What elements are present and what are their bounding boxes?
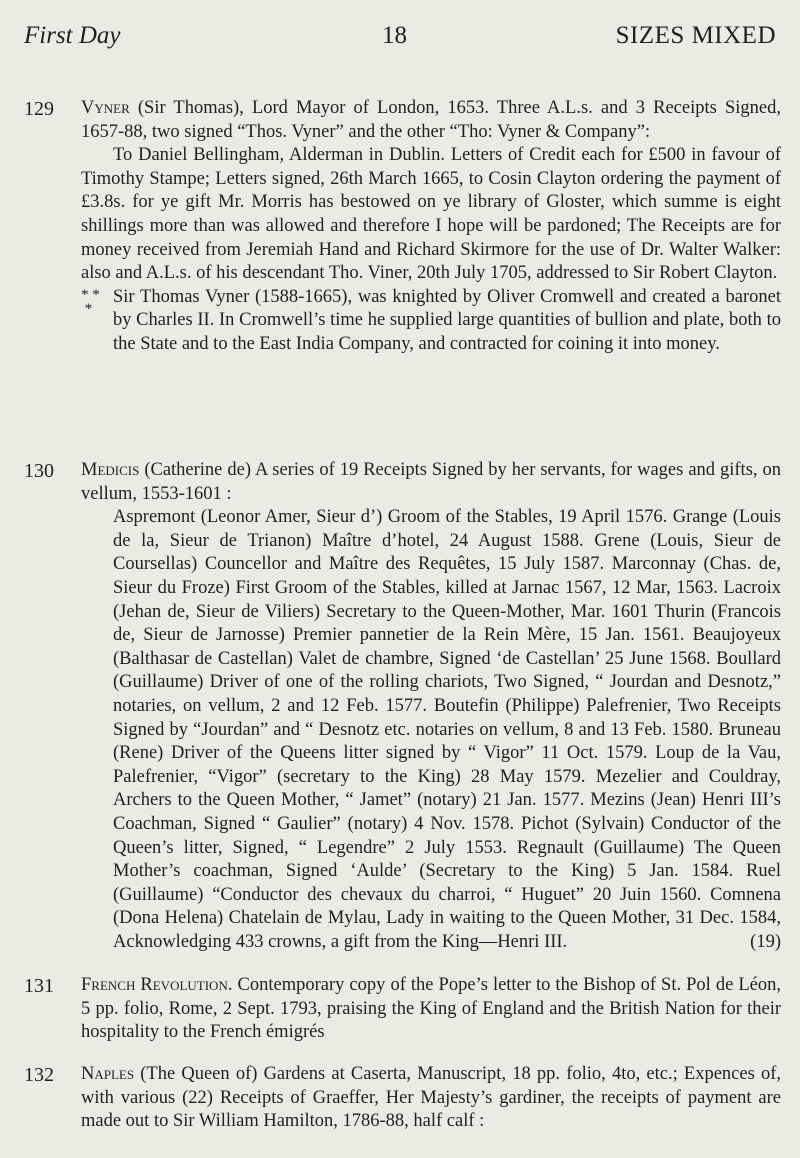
lot-title-rest: Contemporary copy of the Pope’s letter to the Bishop of St. Pol de Léon, 5 pp. folio, Rome, 2 Sept. 1793, praising the King of England and the British Nation for their hospitality to the French émigrés [81, 975, 782, 1043]
lot-title-line [81, 974, 781, 1045]
lot-title-rest: (The Queen of) Gardens at Caserta, Manuscript, 18 pp. folio, 4to, etc.; Expences of, with various (22) Receipts of Graeffer, Her Majesty’s gardiner, the receipts of payment are made out to Sir William Hamilton, 1786-88, half calf : [81, 1064, 781, 1132]
lot-title: Vyner [81, 98, 130, 118]
lot-note-text: Sir Thomas Vyner (1588-1665), was knighted by Oliver Cromwell and created a baronet by Charles II. In Cromwell’s time he supplied large quantities of bullion and plate, both to the State and to the East India Company, and contracted for coining it into money. [113, 286, 781, 354]
lot-title-rest: (Sir Thomas), Lord Mayor of London, 1653. Three A.L.s. and 3 Receipts Signed, 1657-88, two signed “Thos. Vyner” and the other “Tho: Vyner & Company”: [81, 98, 781, 142]
lot-number: 131 [24, 975, 54, 997]
lot-description [81, 1063, 781, 1134]
lot-number: 130 [24, 460, 54, 482]
lot-paragraph-text: Aspremont (Leonor Amer, Sieur d’) Groom of the Stables, 19 April 1576. Grange (Louis de la, Sieur de Trianon) Maître d’hotel, 24 August 1588. Grene (Louis, Sieur de Coursellas) Councellor and Maître des Requêtes, 15 July 1587. Marconnay (Chas. de, Sieur du Froze) First Groom of the Stables, killed at Jarnac 1567, 12 Mar, 1563. Lacroix (Jehan de, Sieur de Viliers) Secretary to the Queen-Mother, Mar. 1601 Thurin (Francois de, Sieur de Jarnosse) Premier pannetier de la Rein Mère, 15 Jan. 1561. Beaujoyeux (Balthasar de Castellan) Valet de chambre, Signed ‘de Castellan’ 25 June 1568. Boullard (Guillaume) Driver of one of the rolling chariots, Two Signed, “ Jourdan and Desnotz,” notaries, on vellum, 2 and 12 Feb. 1577. Boutefin (Philippe) Palefrenier, Two Receipts Signed by “Jourdan” and “ Desnotz etc. notaries on vellum, 8 and 13 Feb. 1580. Bruneau (Rene) Driver of the Queens litter signed by “ Vigor” 11 Oct. 1579. Loup de la Vau, Palefrenier, “Vigor” (secretary to the King) 28 May 1579. Mezelier and Couldray, Archers to the Queen Mother, “ Jamet” (notary) 21 Jan. 1577. Mezins (Jean) Henri III’s Coachman, Signed “ Gaulier” (notary) 4 Nov. 1578. Pichot (Sylvain) Conductor of the Queen’s litter, Signed, “ Legendre” 2 July 1553. Regnault (Guillaume) The Queen Mother’s coachman, Signed ‘Aulde’ (Secretary to the King) 5 Jan. 1584. Ruel (Guillaume) “Conductor des chevaux du charroi, “ Huguet” 20 Juin 1560. Comnena (Dona Helena) Chatelain de Mylau, Lady in waiting to the Queen Mother, 31 Dec. 1584, Acknowledging 433 crowns, a gift from the King—Henri III. [113, 507, 781, 952]
lot-count: (19) [750, 931, 781, 952]
lot-number: 129 [24, 98, 54, 120]
lot-description [81, 459, 781, 954]
lot-title-rest: (Catherine de) A series of 19 Receipts Signed by her servants, for wages and gifts, on vellum, 1553-1601 : [81, 460, 781, 504]
lot-title-line [81, 459, 781, 506]
lot-title: Medicis [81, 460, 140, 480]
lot-title-line [81, 97, 781, 144]
page-header [24, 16, 776, 56]
asterism-icon: * * * [81, 286, 100, 317]
lot-description [81, 97, 781, 357]
lot-title: French Revolution. [81, 975, 233, 995]
running-head-right: SIZES MIXED [615, 22, 776, 49]
lot-paragraph: To Daniel Bellingham, Alderman in Dublin. Letters of Credit each for £500 in favour of Timothy Stampe; Letters signed, 26th March 1665, to Cosin Clayton ordering the payment of £3.8s. for ye gift Mr. Morris has bestowed on ye library of Gloster, which summe is eight shillings more than was allowed and therefore I hope will be pardoned; The Receipts are for money received from Jeremiah Hand and Richard Skirmore for the use of Dr. Walter Walker: also and A.L.s. of his descendant Tho. Viner, 20th July 1705, addressed to Sir Robert Clayton. [81, 145, 781, 284]
lot-paragraph [81, 506, 781, 954]
lot-note [81, 286, 781, 357]
lot-title-line [81, 1063, 781, 1134]
lot-title: Naples [81, 1064, 135, 1084]
lot-description [81, 974, 781, 1045]
running-head-left: First Day [24, 22, 121, 49]
page-number: 18 [382, 22, 407, 49]
lot-number: 132 [24, 1064, 54, 1086]
